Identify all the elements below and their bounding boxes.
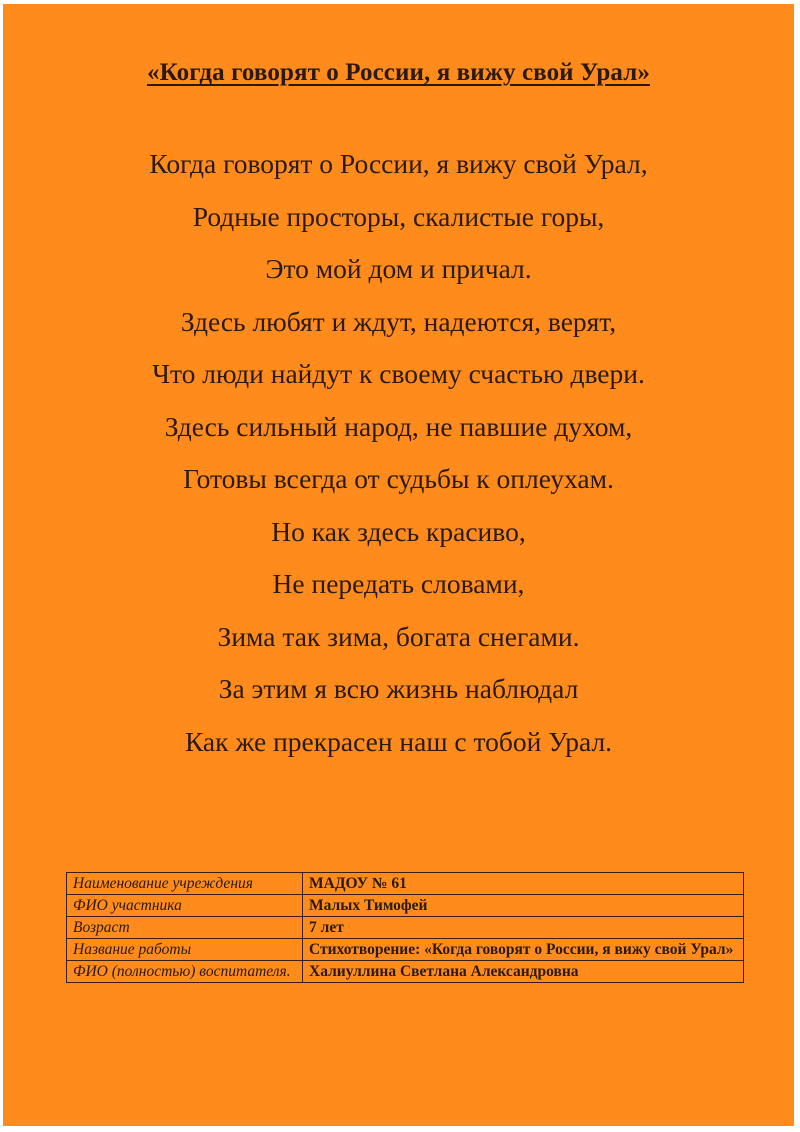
table-row xyxy=(67,895,744,917)
poem-line: Здесь любят и ждут, надеются, верят, xyxy=(180,305,617,337)
table-row xyxy=(67,873,744,895)
table-row xyxy=(67,939,744,961)
poem-line: За этим я всю жизнь наблюдал xyxy=(218,673,579,704)
participant-name-value: Малых Тимофей xyxy=(303,895,744,917)
poem-line: Готовы всегда от судьбы к оплеухам. xyxy=(183,463,614,494)
teacher-name-label: ФИО (полностью) воспитателя. xyxy=(67,961,303,983)
poem-line: Что люди найдут к своему счастью двери. xyxy=(152,358,645,389)
poem-line: Но как здесь красиво, xyxy=(271,515,526,547)
poem-line: Зима так зима, богата снегами. xyxy=(217,620,580,652)
work-title-label: Название работы xyxy=(67,939,303,961)
table-row xyxy=(67,917,744,939)
age-label: Возраст xyxy=(67,917,303,939)
institution-value: МАДОУ № 61 xyxy=(303,873,744,895)
document-page xyxy=(3,4,794,1126)
institution-label: Наименование учреждения xyxy=(67,873,303,895)
participant-info-table xyxy=(66,872,744,983)
poem-line: Когда говорят о России, я вижу свой Урал, xyxy=(149,148,648,179)
page-title: «Когда говорят о России, я вижу свой Урал» xyxy=(147,59,650,86)
poem-line: Здесь сильный народ, не павшие духом, xyxy=(164,410,633,442)
participant-name-label: ФИО участника xyxy=(67,895,303,917)
poem xyxy=(3,138,794,768)
table-row xyxy=(67,961,744,983)
age-value: 7 лет xyxy=(303,917,744,939)
teacher-name-value: Халиуллина Светлана Александровна xyxy=(303,961,744,983)
work-title-value: Стихотворение: «Когда говорят о России, я вижу свой Урал» xyxy=(303,939,744,961)
poem-line: Как же прекрасен наш с тобой Урал. xyxy=(184,725,613,757)
poem-line: Родные просторы, скалистые горы, xyxy=(192,200,605,232)
poem-line: Это мой дом и причал. xyxy=(265,253,532,284)
poem-line: Не передать словами, xyxy=(272,568,525,599)
